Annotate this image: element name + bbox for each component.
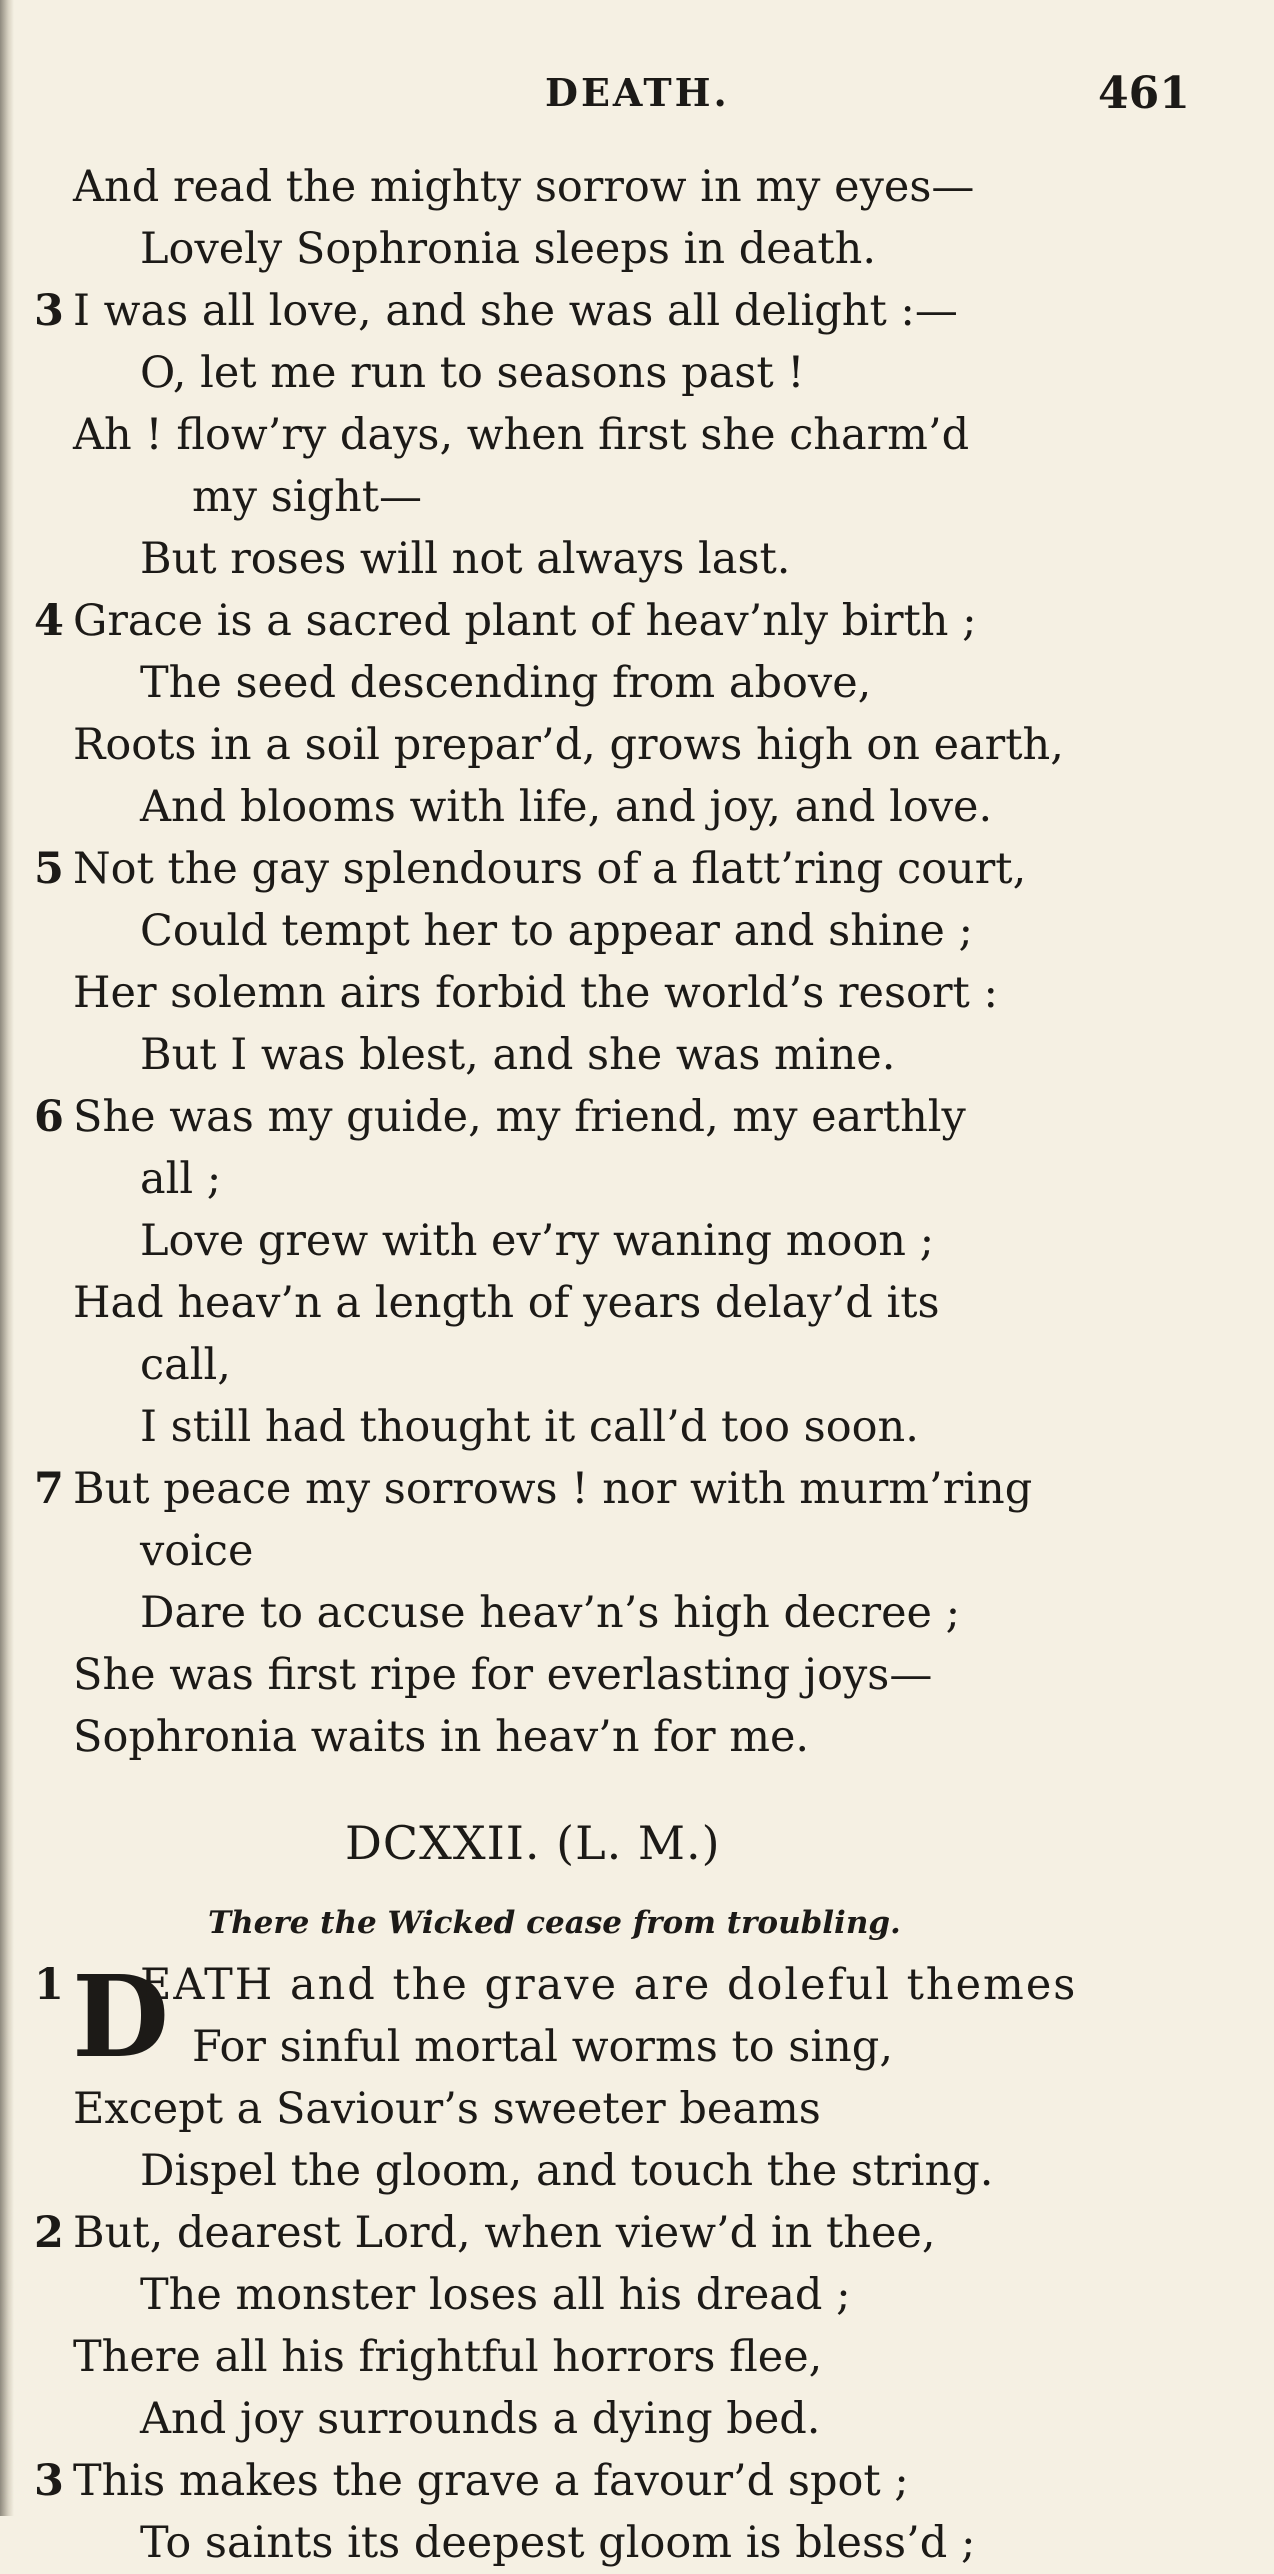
verse-line-text: There all his frightful horrors flee, bbox=[73, 2332, 823, 2382]
verse-line-text: Except a Saviour’s sweeter beams bbox=[73, 2084, 821, 2134]
verse-line-text: EATH and the grave are doleful themes bbox=[140, 1960, 1078, 2010]
verse-line bbox=[0, 2388, 1274, 2450]
verse-line-text: The monster loses all his dread ; bbox=[140, 2270, 851, 2320]
stanza-number: 3 bbox=[34, 286, 64, 336]
verse-line bbox=[0, 2326, 1274, 2388]
verse-line-text: Dare to accuse heav’n’s high decree ; bbox=[140, 1588, 961, 1638]
verse-line-text: But roses will not always last. bbox=[140, 534, 791, 584]
verse-line bbox=[0, 466, 1274, 528]
verse-line bbox=[0, 1334, 1274, 1396]
verse-line-text: To saints its deepest gloom is bless’d ; bbox=[140, 2518, 976, 2568]
verse-line-text: For sinful mortal worms to sing, bbox=[192, 2022, 893, 2072]
drop-cap: D bbox=[72, 1952, 170, 2083]
stanza-number: 5 bbox=[34, 844, 64, 894]
verse-line-text: all ; bbox=[140, 1154, 222, 1204]
verse-line bbox=[0, 1272, 1274, 1334]
page-number: 461 bbox=[1098, 68, 1190, 119]
verse-line-text: Grace is a sacred plant of heav’nly birth ; bbox=[73, 596, 977, 646]
hymn-title bbox=[0, 1768, 1274, 1884]
verse-line-text: Not the gay splendours of a flatt’ring court, bbox=[73, 844, 1027, 894]
hymn-subtitle-text: There the Wicked cease from troubling. bbox=[208, 1905, 901, 1941]
verse-line bbox=[0, 2202, 1274, 2264]
verse-line bbox=[0, 1396, 1274, 1458]
verse-line bbox=[0, 900, 1274, 962]
verse-line bbox=[0, 1458, 1274, 1520]
verse-line bbox=[0, 2450, 1274, 2512]
verse-line-text: Sophronia waits in heav’n for me. bbox=[73, 1712, 810, 1762]
verse-line-text: Lovely Sophronia sleeps in death. bbox=[140, 224, 876, 274]
verse-line bbox=[0, 2078, 1274, 2140]
verse-line-text: And read the mighty sorrow in my eyes— bbox=[73, 162, 975, 212]
verse-line-text: I was all love, and she was all delight :— bbox=[73, 286, 958, 336]
verse-line-text: And blooms with life, and joy, and love. bbox=[140, 782, 993, 832]
verse-line bbox=[0, 776, 1274, 838]
verse-line-text: Love grew with ev’ry waning moon ; bbox=[140, 1216, 935, 1266]
verse-line bbox=[0, 2140, 1274, 2202]
verse-line bbox=[0, 156, 1274, 218]
verse-line bbox=[0, 1086, 1274, 1148]
verse-line-text: Roots in a soil prepar’d, grows high on earth, bbox=[73, 720, 1064, 770]
verse-line-text: The seed descending from above, bbox=[140, 658, 872, 708]
verse-line bbox=[0, 1644, 1274, 1706]
verse-line bbox=[0, 1148, 1274, 1210]
hymn-subtitle bbox=[0, 1884, 1274, 1954]
verse-line-text: my sight— bbox=[192, 472, 423, 522]
verse-line bbox=[0, 1024, 1274, 1086]
verse-line bbox=[0, 1520, 1274, 1582]
verse-line-text: She was first ripe for everlasting joys— bbox=[73, 1650, 933, 1700]
stanza-number: 6 bbox=[34, 1092, 64, 1142]
verse-line bbox=[0, 1210, 1274, 1272]
verse-line-text: She was my guide, my friend, my earthly bbox=[73, 1092, 966, 1142]
verse-line-text: O, let me run to seasons past ! bbox=[140, 348, 805, 398]
verse-line bbox=[0, 714, 1274, 776]
verse-line-text: And joy surrounds a dying bed. bbox=[140, 2394, 821, 2444]
verse-line bbox=[0, 590, 1274, 652]
stanza-number: 1 bbox=[34, 1960, 64, 2010]
stanza-number: 3 bbox=[34, 2456, 64, 2506]
verse-line-text: call, bbox=[140, 1340, 231, 1390]
stanza-number: 4 bbox=[34, 596, 64, 646]
running-head: DEATH. bbox=[545, 70, 730, 115]
verse-line bbox=[0, 280, 1274, 342]
verse-line bbox=[0, 218, 1274, 280]
verse-line bbox=[0, 1706, 1274, 1768]
verse-line-text: But, dearest Lord, when view’d in thee, bbox=[73, 2208, 936, 2258]
verse-line bbox=[0, 2264, 1274, 2326]
verse-line-text: Had heav’n a length of years delay’d its bbox=[73, 1278, 940, 1328]
verse-line bbox=[0, 652, 1274, 714]
verse-line-text: But peace my sorrows ! nor with murm’ring bbox=[73, 1464, 1033, 1514]
verse-line-text: But I was blest, and she was mine. bbox=[140, 1030, 896, 1080]
verse-line-text: This makes the grave a favour’d spot ; bbox=[73, 2456, 909, 2506]
page-text bbox=[0, 156, 1274, 2574]
stanza-number: 2 bbox=[34, 2208, 64, 2258]
verse-line bbox=[0, 2512, 1274, 2574]
verse-line bbox=[0, 962, 1274, 1024]
verse-line-text: Could tempt her to appear and shine ; bbox=[140, 906, 973, 956]
verse-line-text: Ah ! flow’ry days, when first she charm’d bbox=[73, 410, 970, 460]
verse-line bbox=[0, 528, 1274, 590]
verse-line-text: voice bbox=[140, 1526, 254, 1576]
verse-line bbox=[0, 1582, 1274, 1644]
verse-line bbox=[0, 342, 1274, 404]
hymn-title-text: DCXXII. (L. M.) bbox=[345, 1816, 721, 1870]
verse-line-text: I still had thought it call’d too soon. bbox=[140, 1402, 919, 1452]
stanza-number: 7 bbox=[34, 1464, 64, 1514]
verse-line bbox=[0, 838, 1274, 900]
verse-line-text: Dispel the gloom, and touch the string. bbox=[140, 2146, 994, 2196]
verse-line-text: Her solemn airs forbid the world’s resort : bbox=[73, 968, 998, 1018]
verse-line bbox=[0, 404, 1274, 466]
verse-line bbox=[0, 2016, 1274, 2078]
